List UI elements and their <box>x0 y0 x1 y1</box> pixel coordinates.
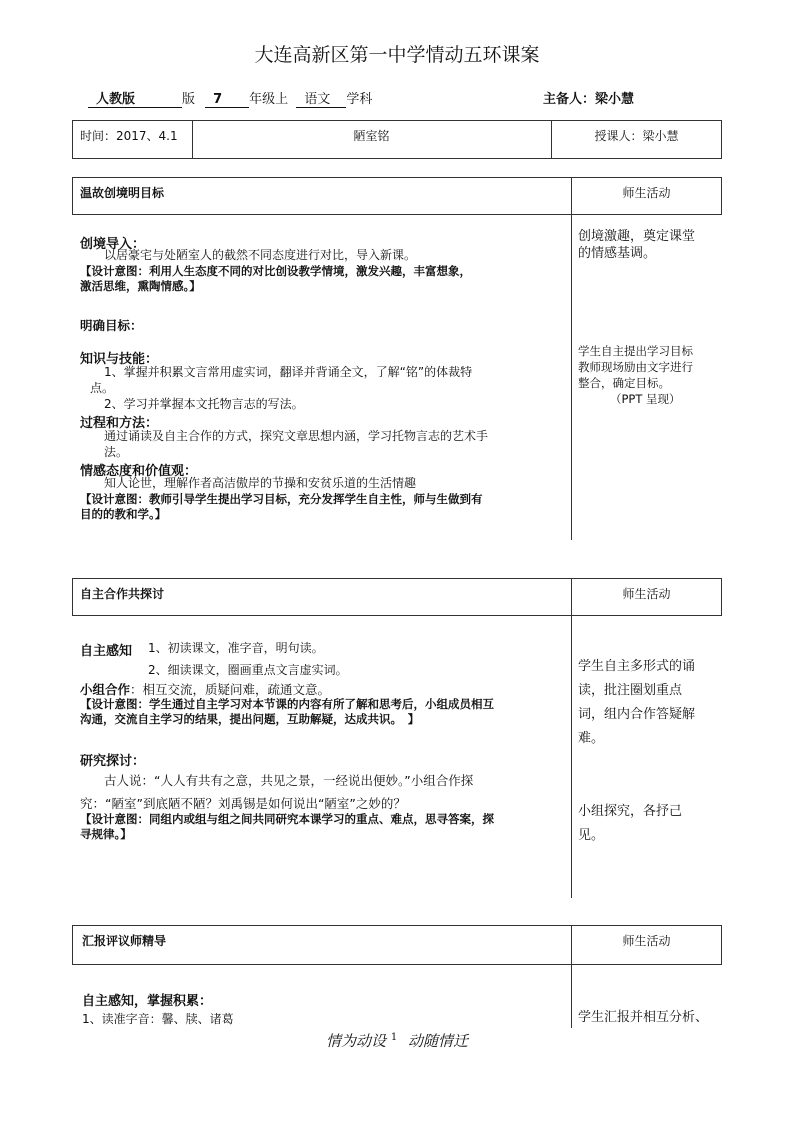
emotion-text: 知人论世，理解作者高洁傲岸的节操和安贫乐道的生活情趣 <box>104 476 417 490</box>
divider <box>571 578 572 898</box>
self-perception-title: 自主感知 <box>80 644 133 659</box>
page-footer: 情为动设 $^1$ 动随情迁 <box>326 1032 468 1050</box>
design-intent-2: 【设计意图：教师引导学生提出学习目标，充分发挥学生自主性，师与生做到有 目的的教和学。】 <box>80 492 483 521</box>
lesson-teacher: 授课人：梁小慧 <box>594 129 679 143</box>
section2-design-intent-1: 【设计意图：学生通过自主学习对本节课的内容有所了解和思考后，小组成员相互 沟通，交流自主学习的结果，提出问题，互助解疑，达成共识。 】 <box>80 697 494 726</box>
design-intent-1: 【设计意图：利用人生态度不同的对比创设教学情境，激发兴趣，丰富想象， 激活思维，熏陶情感。】 <box>80 264 471 293</box>
research-text: 古人说：“人人有共有之意，共见之景，一经说出便妙。”小组合作探 究：“陋室”到底陋不陋？刘禹锡是如何说出“陋室”之妙的？ <box>80 773 474 811</box>
section1-heading: 温故创境明目标 <box>80 186 165 200</box>
knowledge-title: 知识与技能： <box>80 352 159 367</box>
research-title: 研究探讨： <box>80 754 146 769</box>
edition-suffix: 版 <box>182 92 196 107</box>
knowledge-item-1: 1、掌握并积累文言常用虚实词，翻译并背诵全文，了解“铭”的体裁特 <box>104 365 473 379</box>
knowledge-item-2: 2、学习并掌握本文托物言志的写法。 <box>104 397 304 411</box>
self-perception-item-1: 1、初读课文，准字音，明句读。 <box>148 641 324 655</box>
process-text: 通过诵读及自主合作的方式，探究文章思想内涵，学习托物言志的艺术手 <box>104 429 489 443</box>
process-title: 过程和方法： <box>80 416 159 431</box>
preparer: 主备人：梁小慧 <box>543 92 635 107</box>
section3-side-heading: 师生活动 <box>622 934 671 948</box>
section2-design-intent-2: 【设计意图：同组内或组与组之间共同研究本课学习的重点、难点，思寻答案，探 寻规律。】 <box>80 812 494 841</box>
group-cooperation: 小组合作：相互交流，质疑问难，疏通文意。 <box>80 682 331 697</box>
process-text-cont: 法。 <box>104 445 129 459</box>
divider <box>571 177 572 540</box>
section3-title: 自主感知，掌握积累： <box>82 994 213 1009</box>
page-title: 大连高新区第一中学情动五环课案 <box>254 44 540 66</box>
subject-suffix: 学科 <box>346 92 373 107</box>
section2-side-note-1: 学生自主多形式的诵 读，批注圈划重点 词，组内合作答疑解 难。 <box>578 659 696 746</box>
page-number: 1 <box>390 1032 398 1043</box>
goal-title: 明确目标： <box>80 318 143 333</box>
course-meta <box>88 88 372 108</box>
lesson-time: 时间：2017、4.1 <box>80 129 178 143</box>
intro-title: 创境导入： <box>80 237 146 252</box>
edition-value: 人教版 <box>88 88 182 108</box>
section2-heading: 自主合作共探讨 <box>80 587 165 601</box>
section1-side-heading: 师生活动 <box>622 186 671 200</box>
section2-side-heading: 师生活动 <box>622 587 671 601</box>
emotion-title: 情感态度和价值观： <box>80 464 198 479</box>
self-perception-item-2: 2、细读课文，圈画重点文言虚实词。 <box>148 663 348 677</box>
grade-value: 7 <box>205 92 249 108</box>
grade-suffix: 年级上 <box>249 92 289 107</box>
section3-side-note: 学生汇报并相互分析、 <box>578 1010 709 1025</box>
section2-side-note-2: 小组探究，各抒己 见。 <box>578 804 683 843</box>
section1-side-note-2: 学生自主提出学习目标 教师现场励由文字进行 整合，确定目标。 （PPT 呈现） <box>578 344 693 406</box>
section3-item-1: 1、读准字音：馨、牍、诸葛 <box>82 1012 234 1026</box>
intro-text: 以居豪宅与处陋室人的截然不同态度进行对比，导入新课。 <box>104 248 417 262</box>
section3-heading: 汇报评议师精导 <box>82 934 167 948</box>
subject-value: 语文 <box>296 88 346 108</box>
lesson-title: 陋室铭 <box>353 129 390 143</box>
knowledge-item-1-cont: 点。 <box>90 381 115 395</box>
section1-side-note-1: 创境激趣，奠定课堂 的情感基调。 <box>578 229 696 261</box>
